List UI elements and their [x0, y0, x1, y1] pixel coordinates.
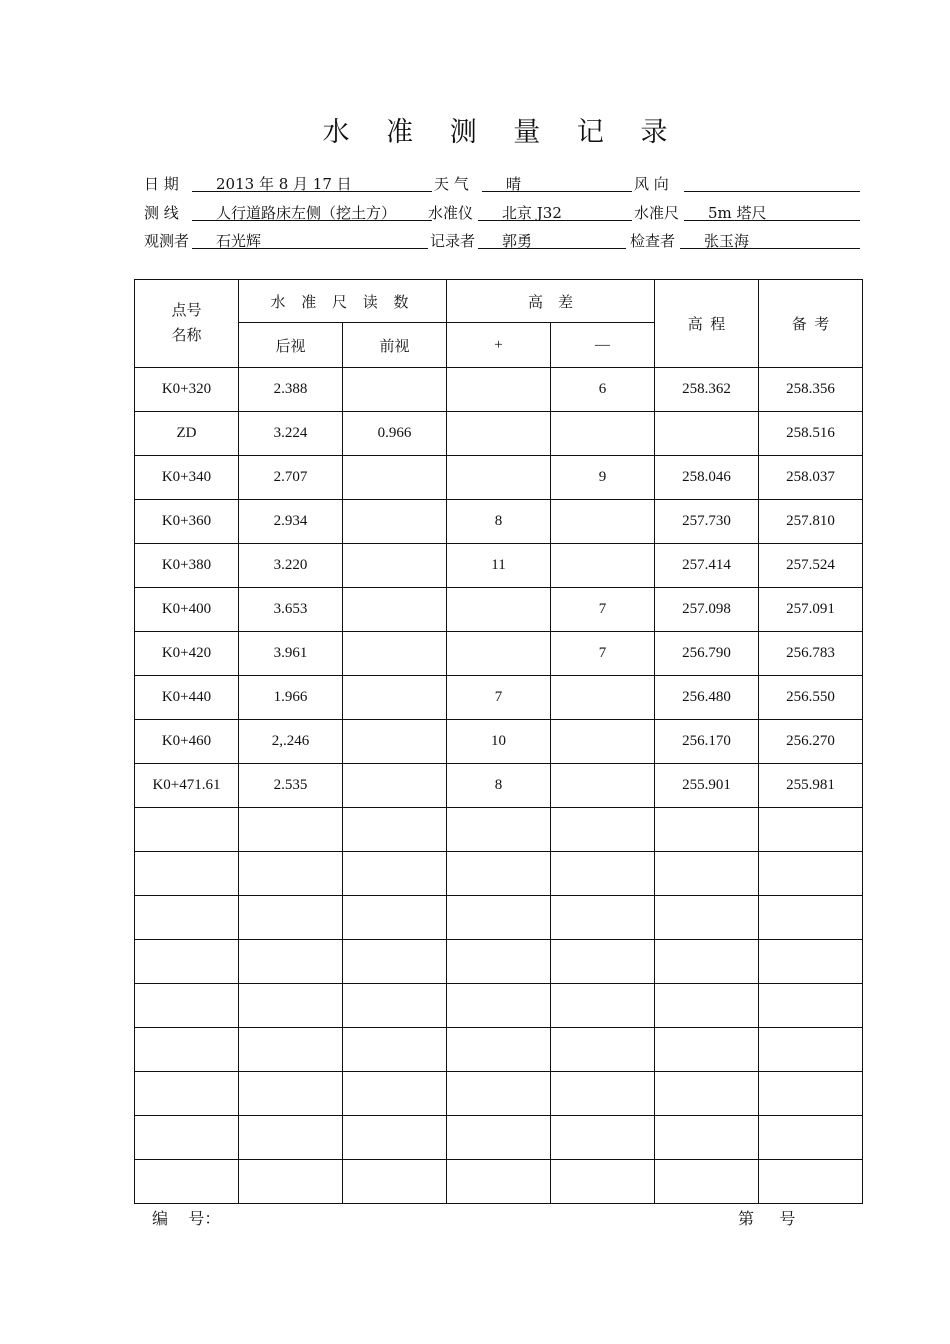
remark-cell[interactable] — [759, 940, 863, 984]
plus-cell[interactable] — [447, 412, 551, 456]
remark-cell[interactable]: 256.270 — [759, 720, 863, 764]
backsight-cell[interactable] — [239, 940, 343, 984]
elevation-cell[interactable] — [655, 808, 759, 852]
page-number-label: 第 号 — [738, 1209, 796, 1228]
elevation-cell[interactable] — [655, 940, 759, 984]
remark-cell[interactable] — [759, 1072, 863, 1116]
backsight-cell[interactable] — [239, 1160, 343, 1204]
plus-cell[interactable] — [447, 852, 551, 896]
elevation-cell[interactable] — [655, 1028, 759, 1072]
foresight-cell[interactable] — [343, 368, 447, 412]
point-cell[interactable]: ZD — [135, 412, 239, 456]
point-cell[interactable] — [135, 1160, 239, 1204]
backsight-cell[interactable]: 1.966 — [239, 676, 343, 720]
backsight-cell[interactable] — [239, 896, 343, 940]
point-cell[interactable]: K0+340 — [135, 456, 239, 500]
date-field[interactable]: 2013 年 8 月 17 日 — [192, 173, 432, 192]
plus-cell[interactable] — [447, 1028, 551, 1072]
foresight-cell[interactable] — [343, 984, 447, 1028]
wind-label: 风 向 — [634, 175, 669, 193]
point-cell[interactable]: K0+360 — [135, 500, 239, 544]
minus-cell[interactable] — [551, 896, 655, 940]
page-title: 水 准 测 量 记 录 — [322, 117, 682, 148]
header-row-top — [135, 280, 863, 323]
minus-cell[interactable]: 9 — [551, 456, 655, 500]
plus-cell[interactable]: 11 — [447, 544, 551, 588]
minus-cell[interactable] — [551, 984, 655, 1028]
point-cell[interactable]: K0+440 — [135, 676, 239, 720]
point-cell[interactable]: K0+420 — [135, 632, 239, 676]
col-header-reading: 水 准 尺 读 数 — [239, 280, 447, 323]
col-header-remark: 备 考 — [759, 280, 863, 368]
foresight-cell[interactable] — [343, 632, 447, 676]
col-header-point-line2: 名称 — [171, 327, 202, 344]
backsight-cell[interactable]: 2.707 — [239, 456, 343, 500]
foresight-cell[interactable] — [343, 940, 447, 984]
table-row — [135, 1116, 863, 1160]
table-row — [135, 500, 863, 544]
plus-cell[interactable]: 10 — [447, 720, 551, 764]
foresight-cell[interactable] — [343, 720, 447, 764]
plus-cell[interactable] — [447, 896, 551, 940]
backsight-cell[interactable] — [239, 852, 343, 896]
foresight-cell[interactable] — [343, 896, 447, 940]
minus-cell[interactable] — [551, 1072, 655, 1116]
elevation-cell[interactable] — [655, 1116, 759, 1160]
plus-cell[interactable] — [447, 588, 551, 632]
line-label: 测 线 — [144, 204, 179, 222]
foresight-cell[interactable] — [343, 676, 447, 720]
minus-cell[interactable]: 6 — [551, 368, 655, 412]
col-header-foresight: 前视 — [343, 323, 447, 368]
backsight-cell[interactable] — [239, 1116, 343, 1160]
minus-cell[interactable] — [551, 808, 655, 852]
minus-cell[interactable] — [551, 940, 655, 984]
table-row — [135, 1028, 863, 1072]
backsight-cell[interactable]: 2.934 — [239, 500, 343, 544]
date-label: 日 期 — [144, 175, 179, 193]
foresight-cell[interactable] — [343, 764, 447, 808]
minus-cell[interactable] — [551, 544, 655, 588]
point-cell[interactable] — [135, 808, 239, 852]
col-header-diff: 高 差 — [447, 280, 655, 323]
minus-cell[interactable] — [551, 1160, 655, 1204]
plus-cell[interactable]: 7 — [447, 676, 551, 720]
foresight-cell[interactable] — [343, 808, 447, 852]
observer-field[interactable]: 石光辉 — [192, 230, 428, 249]
staff-field[interactable]: 5m 塔尺 — [684, 202, 860, 221]
point-cell[interactable]: K0+380 — [135, 544, 239, 588]
point-cell[interactable]: K0+320 — [135, 368, 239, 412]
plus-cell[interactable] — [447, 632, 551, 676]
plus-cell[interactable] — [447, 1072, 551, 1116]
staff-label: 水准尺 — [634, 204, 680, 222]
wind-field[interactable] — [684, 173, 860, 192]
elevation-cell[interactable]: 256.790 — [655, 632, 759, 676]
remark-cell[interactable] — [759, 808, 863, 852]
elevation-cell[interactable]: 257.098 — [655, 588, 759, 632]
table-row — [135, 368, 863, 412]
elevation-cell[interactable]: 255.901 — [655, 764, 759, 808]
col-header-minus: — — [551, 323, 655, 368]
plus-cell[interactable] — [447, 808, 551, 852]
remark-cell[interactable]: 258.356 — [759, 368, 863, 412]
remark-cell[interactable]: 257.091 — [759, 588, 863, 632]
point-cell[interactable]: K0+471.61 — [135, 764, 239, 808]
foresight-cell[interactable] — [343, 544, 447, 588]
backsight-cell[interactable]: 2,.246 — [239, 720, 343, 764]
plus-cell[interactable]: 8 — [447, 764, 551, 808]
backsight-cell[interactable]: 2.388 — [239, 368, 343, 412]
minus-cell[interactable] — [551, 676, 655, 720]
plus-cell[interactable] — [447, 984, 551, 1028]
table-row — [135, 764, 863, 808]
backsight-cell[interactable] — [239, 1028, 343, 1072]
table-row — [135, 544, 863, 588]
elevation-cell[interactable]: 258.362 — [655, 368, 759, 412]
remark-cell[interactable] — [759, 1160, 863, 1204]
elevation-cell[interactable] — [655, 1160, 759, 1204]
minus-cell[interactable] — [551, 1116, 655, 1160]
point-cell[interactable] — [135, 1116, 239, 1160]
elevation-cell[interactable] — [655, 852, 759, 896]
table-row — [135, 456, 863, 500]
backsight-cell[interactable]: 2.535 — [239, 764, 343, 808]
col-header-point — [135, 280, 239, 368]
remark-cell[interactable]: 258.516 — [759, 412, 863, 456]
foresight-cell[interactable] — [343, 852, 447, 896]
checker-label: 检查者 — [630, 232, 676, 250]
leveling-table — [134, 279, 863, 1204]
table-row — [135, 412, 863, 456]
weather-label: 天 气 — [434, 175, 469, 193]
backsight-cell[interactable] — [239, 808, 343, 852]
checker-field[interactable]: 张玉海 — [680, 230, 860, 249]
foresight-cell[interactable] — [343, 456, 447, 500]
backsight-cell[interactable]: 3.220 — [239, 544, 343, 588]
minus-cell[interactable] — [551, 1028, 655, 1072]
elevation-cell[interactable] — [655, 1072, 759, 1116]
instrument-label: 水准仪 — [428, 204, 474, 222]
plus-cell[interactable] — [447, 368, 551, 412]
remark-cell[interactable] — [759, 896, 863, 940]
remark-cell[interactable]: 258.037 — [759, 456, 863, 500]
elevation-cell[interactable]: 258.046 — [655, 456, 759, 500]
backsight-cell[interactable]: 3.224 — [239, 412, 343, 456]
elevation-cell[interactable]: 257.414 — [655, 544, 759, 588]
weather-field[interactable]: 晴 — [482, 173, 632, 192]
point-cell[interactable]: K0+400 — [135, 588, 239, 632]
serial-number-label: 编 号： — [152, 1209, 221, 1228]
backsight-cell[interactable] — [239, 1072, 343, 1116]
table-row — [135, 632, 863, 676]
col-header-elevation: 高 程 — [655, 280, 759, 368]
remark-cell[interactable]: 257.810 — [759, 500, 863, 544]
table-row — [135, 984, 863, 1028]
table-row — [135, 588, 863, 632]
table-row — [135, 896, 863, 940]
remark-cell[interactable]: 257.524 — [759, 544, 863, 588]
foresight-cell[interactable] — [343, 588, 447, 632]
plus-cell[interactable] — [447, 940, 551, 984]
minus-cell[interactable] — [551, 720, 655, 764]
line-field[interactable]: 人行道路床左侧（挖土方） — [192, 202, 432, 221]
elevation-cell[interactable] — [655, 412, 759, 456]
remark-cell[interactable] — [759, 1116, 863, 1160]
point-cell[interactable] — [135, 1028, 239, 1072]
foresight-cell[interactable] — [343, 1160, 447, 1204]
foresight-cell[interactable] — [343, 1028, 447, 1072]
foresight-cell[interactable] — [343, 500, 447, 544]
point-cell[interactable]: K0+460 — [135, 720, 239, 764]
col-header-point-line1: 点号 — [171, 302, 202, 319]
foresight-cell[interactable]: 0.966 — [343, 412, 447, 456]
remark-cell[interactable] — [759, 1028, 863, 1072]
point-cell[interactable] — [135, 896, 239, 940]
table-row — [135, 852, 863, 896]
point-cell[interactable] — [135, 1072, 239, 1116]
elevation-cell[interactable] — [655, 896, 759, 940]
table-row — [135, 808, 863, 852]
point-cell[interactable] — [135, 940, 239, 984]
minus-cell[interactable] — [551, 764, 655, 808]
minus-cell[interactable] — [551, 500, 655, 544]
elevation-cell[interactable]: 256.480 — [655, 676, 759, 720]
minus-cell[interactable]: 7 — [551, 588, 655, 632]
point-cell[interactable] — [135, 852, 239, 896]
remark-cell[interactable] — [759, 852, 863, 896]
remark-cell[interactable] — [759, 984, 863, 1028]
elevation-cell[interactable]: 256.170 — [655, 720, 759, 764]
minus-cell[interactable] — [551, 852, 655, 896]
minus-cell[interactable] — [551, 412, 655, 456]
backsight-cell[interactable]: 3.653 — [239, 588, 343, 632]
table-row — [135, 720, 863, 764]
minus-cell[interactable]: 7 — [551, 632, 655, 676]
plus-cell[interactable]: 8 — [447, 500, 551, 544]
elevation-cell[interactable]: 257.730 — [655, 500, 759, 544]
col-header-backsight: 后视 — [239, 323, 343, 368]
remark-cell[interactable]: 256.783 — [759, 632, 863, 676]
plus-cell[interactable] — [447, 1116, 551, 1160]
col-header-plus: + — [447, 323, 551, 368]
table-row — [135, 1160, 863, 1204]
elevation-cell[interactable] — [655, 984, 759, 1028]
plus-cell[interactable] — [447, 456, 551, 500]
foresight-cell[interactable] — [343, 1116, 447, 1160]
backsight-cell[interactable]: 3.961 — [239, 632, 343, 676]
observer-label: 观测者 — [144, 232, 190, 250]
recorder-label: 记录者 — [430, 232, 476, 250]
recorder-field[interactable]: 郭勇 — [478, 230, 626, 249]
point-cell[interactable] — [135, 984, 239, 1028]
table-row — [135, 940, 863, 984]
backsight-cell[interactable] — [239, 984, 343, 1028]
foresight-cell[interactable] — [343, 1072, 447, 1116]
table-row — [135, 1072, 863, 1116]
instrument-field[interactable]: 北京 J32 — [478, 202, 632, 221]
table-row — [135, 676, 863, 720]
remark-cell[interactable]: 256.550 — [759, 676, 863, 720]
remark-cell[interactable]: 255.981 — [759, 764, 863, 808]
plus-cell[interactable] — [447, 1160, 551, 1204]
